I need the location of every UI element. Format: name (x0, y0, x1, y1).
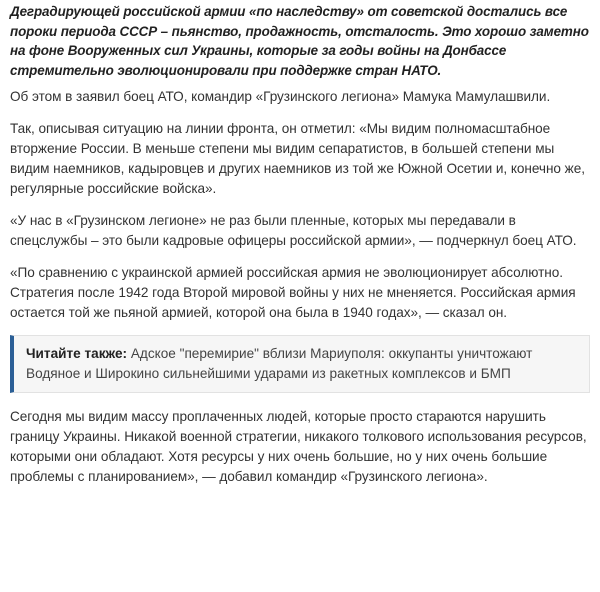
article-lead: Деградирующей российской армии «по наследству» от советской достались все пороки периода СССР – пьянство, продажность, отсталость. Это хорошо заметно на фоне Вооруженных сил Украины, которые за годы войны на Донбассе стремительно эволюционировали при поддержке стран НАТО. (10, 4, 589, 78)
paragraph-frontline: Так, описывая ситуацию на линии фронта, он отметил: «Мы видим полномасштабное вторжение России. В меньше степени мы видим сепаратистов, в большей степени мы видим наемников, кадыровцев и других наемников из той же Южной Осетии и, конечно же, регулярные российские войска». (10, 121, 585, 196)
paragraph-closing: Сегодня мы видим массу проплаченных людей, которые просто стараются нарушить границу Украины. Никакой военной стратегии, никакого толкового использования ресурсов, которыми они обладают. Хотя ресурсы у них очень большие, но у них очень большие проблемы с планированием», — добавил командир «Грузинского легиона». (10, 409, 587, 484)
paragraph-comparison: «По сравнению с украинской армией российская армия не эволюционирует абсолютно. Стратегия после 1942 года Второй мировой войны у них не мненяется. Российская армия остается той же пьяной армией, которой она была в 1940 годах», — сказал он. (10, 265, 576, 320)
paragraph-source: Об этом в заявил боец АТО, командир «Грузинского легиона» Мамука Мамулашвили. (10, 89, 551, 104)
read-also-link[interactable]: Адское "перемирие" вблизи Мариуполя: оккупанты уничтожают Водяное и Широкино сильнейшими ударами из ракетных комплексов и БМП (26, 346, 533, 381)
paragraph-prisoners: «У нас в «Грузинском легионе» не раз были пленные, которых мы передавали в спецслужбы – это были кадровые офицеры российской армии», — подчеркнул боец АТО. (10, 213, 577, 248)
read-also-box[interactable] (10, 335, 590, 393)
read-also-label: Читайте также: (26, 346, 128, 361)
